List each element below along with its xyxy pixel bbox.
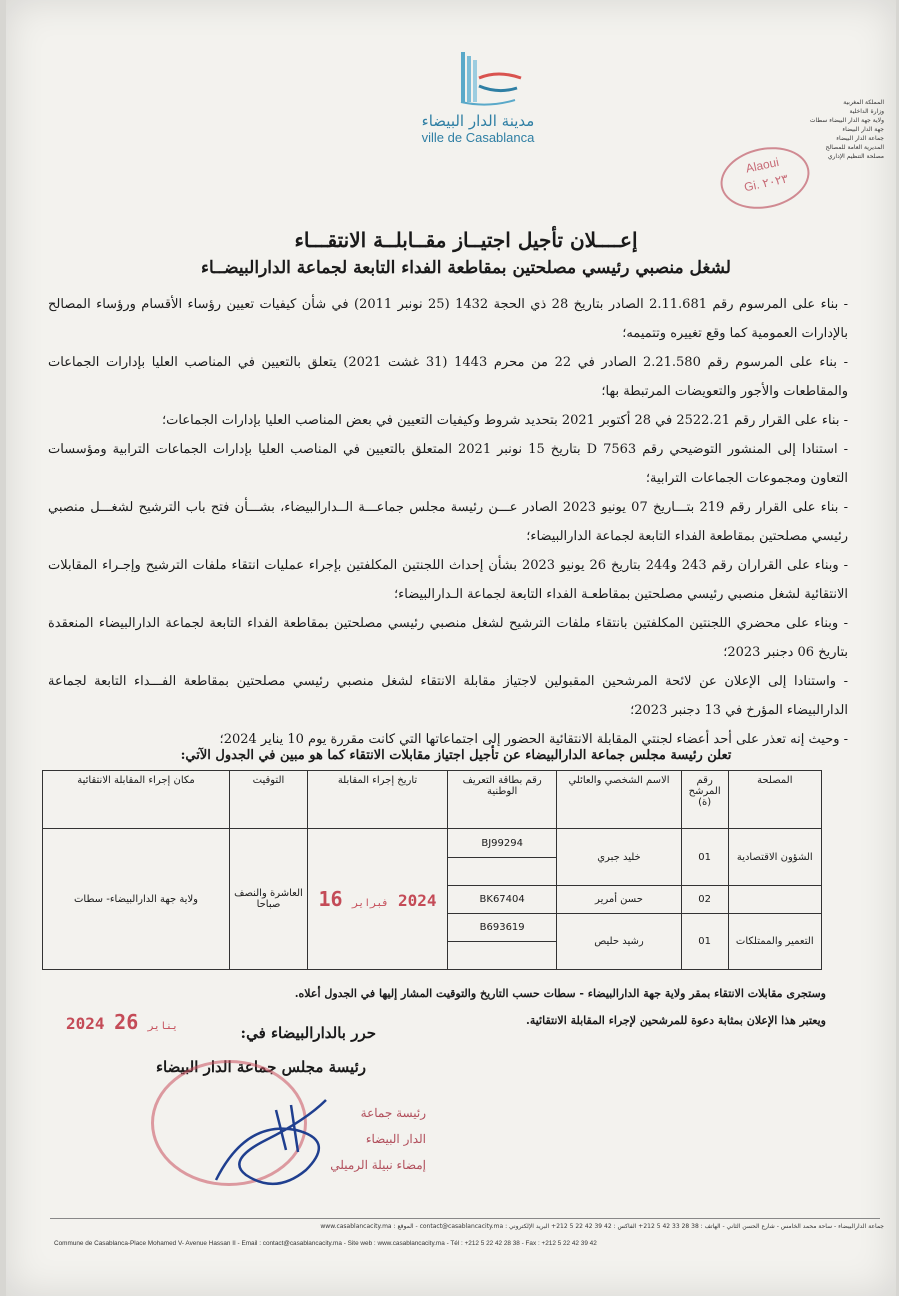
header-interview-date: تاريخ إجراء المقابلة	[307, 771, 447, 829]
ministry-header-line: المديرية العامة للمصالح	[825, 144, 884, 151]
header-cin: رقم بطاقة التعريف الوطنية	[448, 771, 557, 829]
reference-paragraph: - بناء على المرسوم رقم 2.11.681 الصادر بتاريخ 28 ذي الحجة 1432 (25 نونبر 2011) في شأن كيفيات تعيين رؤساء الأقسام ورؤساء المصالح بالإدارات العمومية كما وقع تغييره وتتميمه؛	[48, 297, 848, 341]
ministry-header-line: المملكة المغربية	[843, 99, 884, 106]
reference-paragraph: - وبناء على القراران رقم 243 و244 بتاريخ 26 يونيو 2023 بشأن إحداث اللجنتين المكلفتين بإجراء عمليات انتقاء ملفات الترشيح وإجـراء المقابلات الانتقائية لشغل منصبي رئيسي مصلحتين بمقاطعـة الفداء التابعة لجماعة الـدارالبيضاء؛	[48, 558, 848, 602]
logo-french-text: ville de Casablanca	[421, 130, 535, 145]
candidate-number-cell: 02	[681, 885, 728, 913]
seal-line: رئيسة جماعة	[360, 1106, 426, 1120]
cin-cell: BJ99294	[448, 829, 557, 857]
legal-references	[48, 290, 848, 754]
table-header-row	[43, 771, 822, 829]
signatory-title: رئيسة مجلس جماعة الدار البيضاء	[155, 1058, 366, 1076]
header-candidate-number: رقم المرشح (ة)	[681, 771, 728, 829]
reference-paragraph: - وحيث إنه تعذر على أحد أعضاء لجنتي المقابلة الانتقائية الحضور إلى اجتماعاتها التي كانت مقررة يوم 10 يناير 2024؛	[219, 732, 848, 747]
cin-cell	[448, 857, 557, 885]
service-cell	[728, 885, 821, 913]
reference-paragraph: - واستنادا إلى الإعلان عن لائحة المرشحين المقبولين لاجتياز مقابلة الانتقاء لشغل منصبي رئيسي مصلحتين بمقاطعة الفـــداء التابعة لجماعة الدارالبيضاء المؤرخ في 13 دجنبر 2023؛	[48, 674, 848, 718]
place-cell: ولاية جهة الدارالبيضاء- سطات	[43, 829, 230, 970]
header-place: مكان إجراء المقابلة الانتقائية	[43, 771, 230, 829]
footer-french-contact: Commune de Casablanca-Place Mohamed V- Avenue Hassan II - Email : contact@casablancacity.ma - Site web : www.casablancacity.ma - Tél : +212 5 22 42 28 38 - Fax : +212 5 22 42 39 42	[54, 1240, 597, 1247]
ministry-header	[794, 98, 884, 161]
ministry-header-line: ولاية جهة الدار البيضاء سطات	[809, 117, 884, 124]
cin-cell: B693619	[448, 913, 557, 941]
service-cell: التعمير والممتلكات	[728, 913, 821, 969]
ministry-header-line: جماعة الدار البيضاء	[836, 135, 884, 142]
name-cell: خليد جبري	[557, 829, 682, 885]
date-cell	[307, 829, 447, 970]
date-year: 2024	[398, 891, 437, 911]
closing-line: ويعتبر هذا الإعلان بمثابة دعوة للمرشحين لإجراء المقابلة الانتقائية.	[526, 1014, 826, 1027]
cin-cell	[448, 941, 557, 969]
ministry-header-line: مصلحة التنظيم الإداري	[827, 153, 884, 160]
date-month: فبراير	[352, 898, 389, 910]
reference-paragraph: - بناء على المرسوم رقم 2.21.580 الصادر في 22 من محرم 1443 (31 غشت 2021) يتعلق بالتعيين في المناصب العليا بإدارات الجماعات والمقاطعات والأجور والتعويضات المرتبطة بها؛	[48, 355, 848, 399]
announcement-title: إعــــلان تأجيل اجتيــاز مقــابلــة الانتقـــاء	[294, 228, 638, 252]
written-at-label: حرر بالدارالبيضاء في:	[240, 1024, 376, 1042]
signature-date	[66, 1010, 216, 1034]
candidate-number-cell: 01	[681, 829, 728, 885]
cin-cell: BK67404	[448, 885, 557, 913]
interview-schedule-table	[42, 770, 822, 970]
table-row	[43, 829, 822, 857]
stamp-line: Alaoui	[744, 154, 781, 176]
header-time: التوقيت	[230, 771, 308, 829]
header-full-name: الاسم الشخصي والعائلي	[557, 771, 682, 829]
signature-year: 2024	[66, 1014, 105, 1033]
table-intro: تعلن رئيسة مجلس جماعة الدارالبيضاء عن تأجيل اجتياز مقابلات الانتقاء كما هو مبين في الجدول الآتي:	[180, 748, 732, 763]
document-page	[6, 0, 896, 1296]
time-cell: العاشرة والنصف صباحا	[230, 829, 308, 970]
reference-paragraph: - بناء على القرار رقم 219 بتـــاريخ 07 يونيو 2023 الصادر عـــن رئيسة مجلس جماعـــة الــدارالبيضاء، بشـــأن فتح باب الترشيح لشغـــل منصبي رئيسي مصلحتين بمقاطعة الفداء التابعة لجماعة الدارالبيضاء؛	[48, 500, 849, 544]
casablanca-emblem-icon	[433, 48, 523, 110]
logo-arabic-text: مدينة الدار البيضاء	[421, 112, 535, 130]
seal-line: إمضاء نبيلة الرميلي	[330, 1158, 426, 1172]
handwritten-signature-icon	[206, 1080, 366, 1200]
signature-month: يناير	[147, 1021, 179, 1032]
seal-line: الدار البيضاء	[365, 1132, 426, 1146]
ministry-header-line: جهة الدار البيضاء	[842, 126, 884, 133]
footer-arabic-contact: جماعة الدارالبيضاء - ساحة محمد الخامس - شارع الحسن الثاني - الهاتف : 38 28 33 42 5 212+ الفاكس : 42 39 42 22 5 212+ البريد الإلكتروني : contact@casablancacity.ma - الموقع : www.casablancacity.ma	[320, 1223, 884, 1230]
interview-date	[318, 887, 437, 912]
stamp-line: Gi. ٢٠٢٣	[742, 171, 790, 195]
name-cell: حسن أمرير	[557, 885, 682, 913]
candidate-number-cell: 01	[681, 913, 728, 969]
header-service: المصلحة	[728, 771, 821, 829]
reception-stamp	[715, 139, 816, 216]
date-day: 16	[318, 887, 343, 912]
reference-paragraph: - بناء على القرار رقم 2522.21 في 28 أكتوبر 2021 بتحديد شروط وكيفيات التعيين في بعض المناصب العليا بإدارات الجماعات؛	[162, 413, 848, 428]
announcement-subtitle: لشغل منصبي رئيسي مصلحتين بمقاطعة الفداء التابعة لجماعة الدارالبيضــاء	[201, 258, 731, 278]
service-cell: الشؤون الاقتصادية	[728, 829, 821, 885]
reference-paragraph: - استنادا إلى المنشور التوضيحي رقم D 7563 بتاريخ 15 نونبر 2021 المتعلق بالتعيين في المناصب العليا بإدارات الجماعات الترابية ومؤسسات التعاون ومجموعات الجماعات الترابية؛	[48, 442, 849, 486]
footer-divider	[50, 1218, 880, 1219]
name-cell: رشيد حليص	[557, 913, 682, 969]
closing-line: وستجرى مقابلات الانتقاء بمقر ولاية جهة الدارالبيضاء - سطات حسب التاريخ والتوقيت المشار إليها في الجدول أعلاه.	[294, 987, 826, 1000]
signature-day: 26	[114, 1010, 139, 1034]
reference-paragraph: - وبناء على محضري اللجنتين المكلفتين بانتقاء ملفات الترشيح لشغل منصبي رئيسي مصلحتين بمقاطعة الفداء التابعة لجماعة الدارالبيضاء المنعقدة بتاريخ 06 دجنبر 2023؛	[48, 616, 848, 660]
ministry-header-line: وزارة الداخلية	[849, 108, 884, 115]
casablanca-logo	[398, 48, 558, 158]
